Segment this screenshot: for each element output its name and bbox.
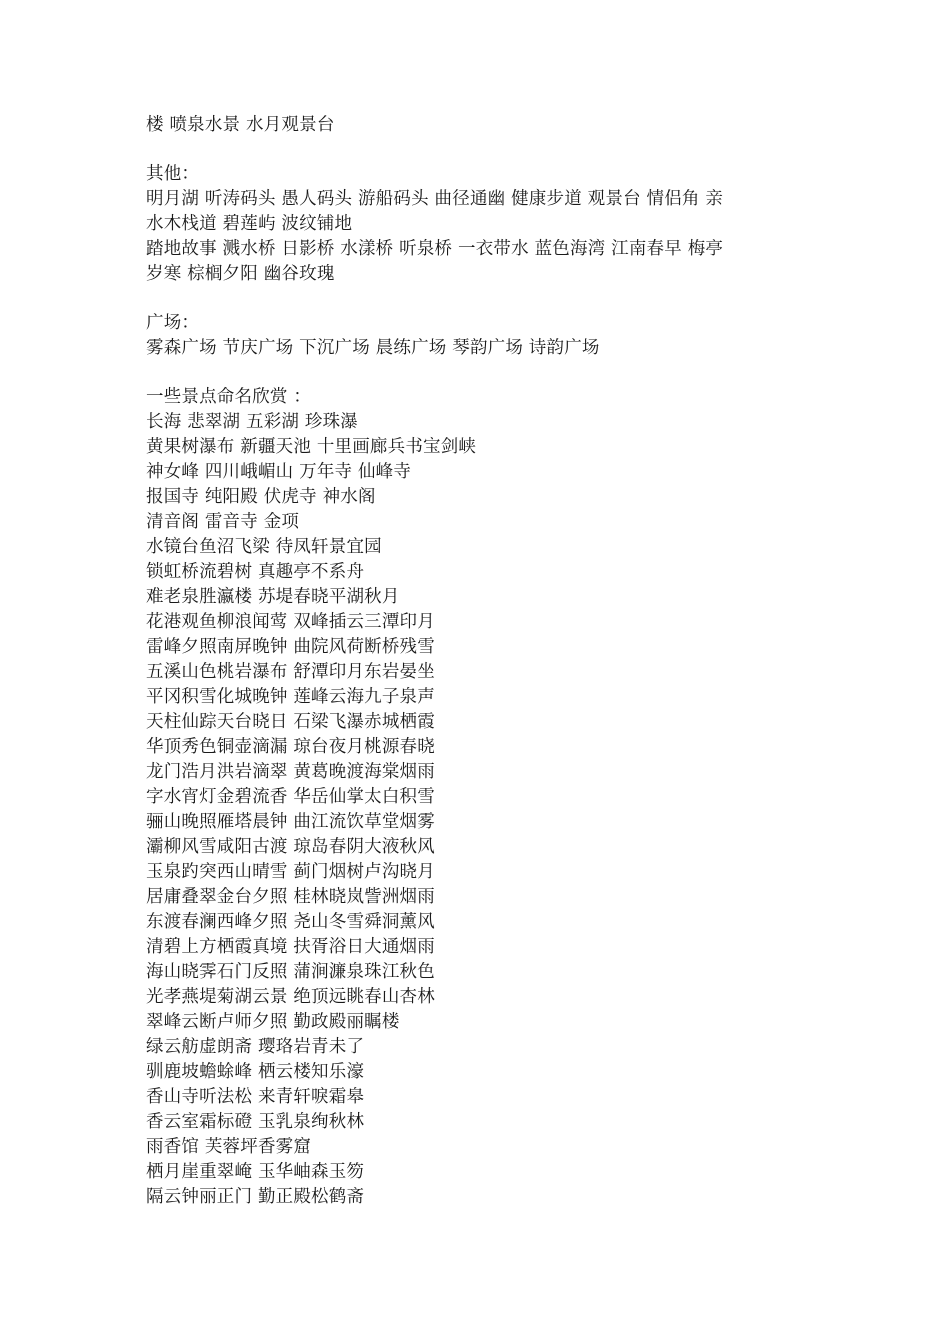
section-top [146,113,826,138]
text-line: 栖月崖重翠崦 玉华岫森玉笏 [146,1162,365,1182]
text-line: 雾森广场 节庆广场 下沉广场 晨练广场 琴韵广场 诗韵广场 [146,338,600,358]
section-heading-plaza: 广场： [146,313,200,333]
text-line: 雨香馆 芙蓉坪香雾窟 [146,1137,312,1157]
document-page [146,113,826,1210]
text-line: 踏地故事 溅水桥 日影桥 水漾桥 听泉桥 一衣带水 蓝色海湾 江南春早 梅亭 [146,239,724,259]
text-line: 楼 喷泉水景 水月观景台 [146,115,335,135]
paragraph-spacer [146,361,826,385]
text-line: 龙门浩月洪岩滴翠 黄葛晚渡海棠烟雨 [146,762,435,782]
text-line: 骊山晚照雁塔晨钟 曲江流饮草堂烟雾 [146,812,435,832]
text-line: 花港观鱼柳浪闻莺 双峰插云三潭印月 [146,612,435,632]
text-line: 海山晓霁石门反照 蒲涧濂泉珠江秋色 [146,962,435,982]
text-line: 难老泉胜瀛楼 苏堤春晓平湖秋月 [146,587,400,607]
text-line: 天柱仙踪天台晓日 石梁飞瀑赤城栖霞 [146,712,435,732]
text-line: 岁寒 棕榈夕阳 幽谷玫瑰 [146,264,335,284]
paragraph-spacer [146,287,826,311]
text-line: 长海 悲翠湖 五彩湖 珍珠瀑 [146,412,358,432]
text-line: 香山寺听法松 来青轩唳霜皋 [146,1087,365,1107]
text-line: 隔云钟丽正门 勤正殿松鹤斋 [146,1187,365,1207]
text-line: 水木栈道 碧莲屿 波纹铺地 [146,214,353,234]
text-line: 黄果树瀑布 新疆天池 十里画廊兵书宝剑峡 [146,437,477,457]
text-line: 报国寺 纯阳殿 伏虎寺 神水阁 [146,487,376,507]
text-line: 五溪山色桃岩瀑布 舒潭印月东岩晏坐 [146,662,435,682]
section-heading-names: 一些景点命名欣赏 ： [146,387,312,407]
text-line: 清音阁 雷音寺 金项 [146,512,300,532]
text-line: 东渡春澜西峰夕照 尧山冬雪舜洞薰风 [146,912,435,932]
text-line: 华顶秀色铜壶滴漏 琼台夜月桃源春晓 [146,737,435,757]
text-line: 平冈积雪化城晚钟 莲峰云海九子泉声 [146,687,435,707]
text-line: 香云室霜标磴 玉乳泉绚秋林 [146,1112,365,1132]
text-line: 居庸叠翠金台夕照 桂林晓岚訾洲烟雨 [146,887,435,907]
text-line: 清碧上方栖霞真境 扶胥浴日大通烟雨 [146,937,435,957]
paragraph-spacer [146,138,826,162]
section-plaza [146,311,826,361]
text-line: 绿云舫虚朗斋 璎珞岩青未了 [146,1037,365,1057]
text-line: 灞柳风雪咸阳古渡 琼岛春阴大液秋风 [146,837,435,857]
text-line: 字水宵灯金碧流香 华岳仙掌太白积雪 [146,787,435,807]
text-line: 雷峰夕照南屏晚钟 曲院风荷断桥残雪 [146,637,435,657]
text-line: 玉泉趵突西山晴雪 蓟门烟树卢沟晓月 [146,862,435,882]
text-line: 神女峰 四川峨嵋山 万年寺 仙峰寺 [146,462,412,482]
text-line: 翠峰云断卢师夕照 勤政殿丽瞩楼 [146,1012,400,1032]
section-heading-other: 其他： [146,164,200,184]
text-line: 锁虹桥流碧树 真趣亭不系舟 [146,562,365,582]
text-line: 光孝燕堤菊湖云景 绝顶远眺春山杏林 [146,987,435,1007]
text-line: 驯鹿坡蟾蜍峰 栖云楼知乐濠 [146,1062,365,1082]
section-other [146,162,826,287]
text-line: 水镜台鱼沼飞梁 待凤轩景宜园 [146,537,382,557]
text-line: 明月湖 听涛码头 愚人码头 游船码头 曲径通幽 健康步道 观景台 情侣角 亲 [146,189,724,209]
section-names [146,385,826,1210]
